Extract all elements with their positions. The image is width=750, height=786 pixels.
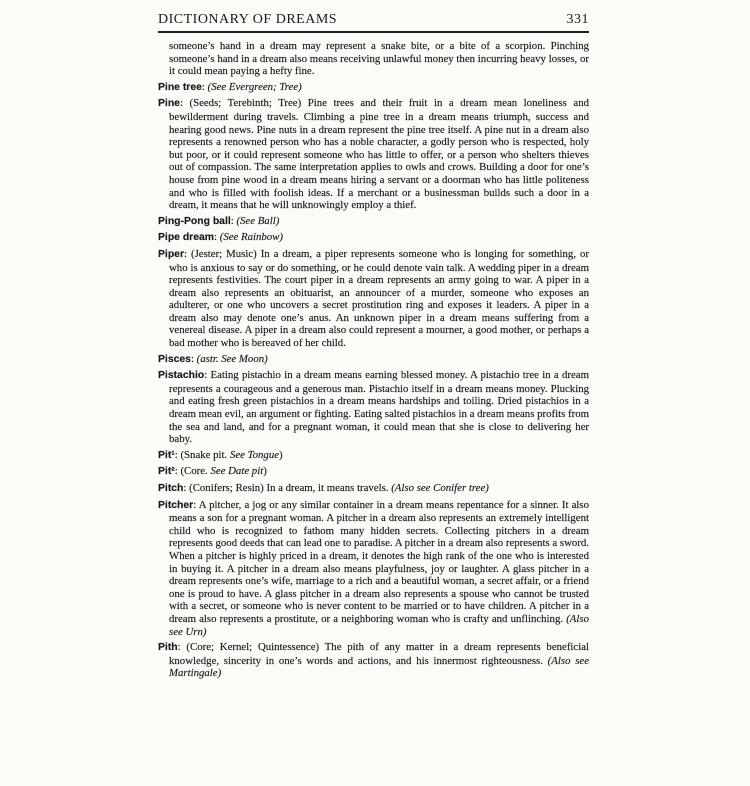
entry-text: (Core. [180,465,211,478]
entry-term: Pine [158,98,180,110]
entry-separator: : [174,465,181,478]
cross-reference: (Also see Urn) [169,612,589,638]
entry-text: (Jester; Music) In a dream, a piper represents someone who is longing for something, or who is anxious to say or do something, or he could denote vain talk. A wedding piper in a dream represents festivities. The court piper in a dream represents an army going to war. A piper in a dream also represents an obituarist, an announcer of a murder, someone who exposes an adulterer, or one who uncovers a secret prostitution ring and exposes it leaders. A piper in a dream also may denote one’s anus. An unknown piper in a dream means suffering from a venereal disease. A piper in a dream also could represent a mourner, a good mother, or perhaps a bad mother who is bereaved of her child. [169,247,589,350]
running-header [158,11,589,28]
dictionary-entry [158,641,589,680]
header-rule [158,31,589,33]
continued-paragraph [158,40,589,78]
dictionary-entry [158,81,589,95]
dictionary-entry [158,215,589,229]
entry-text: (Seeds; Terebinth; Tree) Pine trees and their fruit in a dream mean loneliness and bewilderment during travels. Climbing a pine tree in a dream means triumph, success and hearing good news. Pine nuts in a dream represent the pine tree itself. A pine nut in a dream also represents a renowned person who has a noble character, a godly person who is respected, holy but poor, or it could represent someone who has little to offer, or a person who shelters thieves out of compassion. The same interpretation applies to owls and crows. Building a door for one’s house from pine wood in a dream means hiring a servant or a doorman who has little politeness and who is filled with foolish ideas. If a merchant or a businessman builds such a door in a dream, it means that he will unknowingly employ a thief. [169,97,589,212]
dictionary-entry [158,353,589,367]
dictionary-entry [158,482,589,496]
entry-text: A pitcher, a jog or any similar container in a dream means repentance for a sinner. It also means a son for a pregnant woman. A pitcher in a dream also represents an extremely intelligent child who is recognized to fathom many hidden secrets. Collecting pitchers in a dream represents good deeds that can lead one to paradise. A pitcher in a dream also represents a sword. When a pitcher is highly priced in a dream, it denotes the high rank of the one who is interested in buying it. A pitcher in a dream also means playfulness, joy or laughter. A glass pitcher in a dream represents one’s wife, marriage to a rich and a beautiful woman, a secret affair, or a friend one is proud to have. A glass pitcher in a dream also represents a spouse who cannot be trusted with a secret, or someone who is never content to be married or to have children. A pitcher in a dream also represents a prostitute, or a neighboring woman who is crafty and unflinching. [169,498,589,625]
entry-term: Pitch [158,483,184,494]
cross-reference: (See Evergreen; Tree) [207,80,302,93]
entry-term: Piper [158,248,184,260]
entry-separator: : [230,214,237,227]
entry-separator: : [179,97,190,110]
entry-separator: : [184,247,191,260]
dictionary-entry [158,248,589,350]
dictionary-entries [158,40,589,680]
entry-text: ) [279,448,283,461]
entry-separator: : [201,80,208,93]
entry-separator: : [190,352,197,365]
entry-term: Pipe dream [158,232,215,244]
entry-text: someone’s hand in a dream may represent a snake bite, or a bite of a scorpion. Pinching someone’s hand in a dream also means receiving unlawful money then incurring heavy losses, or it could mean paying a hefty fine. [169,40,589,78]
dictionary-entry [158,499,589,639]
entry-separator: : [214,231,220,244]
cross-reference: (astr. See Moon) [196,352,268,365]
cross-reference: (See Rainbow) [219,231,283,244]
entry-text: ) [263,465,267,478]
dictionary-entry [158,97,589,211]
entry-text: (Snake pit. [180,448,230,461]
dictionary-entry [158,369,589,446]
entry-text: (Conifers; Resin) In a dream, it means travels. [189,482,392,494]
entry-term: Pit¹ [158,449,175,461]
entry-term: Pisces [158,353,191,365]
page-number: 331 [566,12,589,27]
entry-separator: : [174,448,181,461]
cross-reference: See Tongue [229,448,280,461]
cross-reference: (See Ball) [236,214,280,227]
entry-separator: : [183,482,190,494]
dictionary-entry [158,465,589,479]
entry-text: (Core; Kernel; Quintessence) The pith of any matter in a dream represents beneficial knowledge, sincerity in one’s words and actions, and his innermost righteousness. [169,641,589,667]
entry-term: Pith [158,642,178,654]
entry-separator: : [204,369,211,382]
entry-term: Pistachio [158,370,205,382]
dictionary-entry [158,231,589,245]
cross-reference: (Also see Martingale) [169,654,589,680]
book-page [158,11,589,683]
dictionary-entry [158,449,589,463]
entry-separator: : [177,641,187,654]
cross-reference: See Date pit [210,465,264,478]
entry-text: Eating pistachio in a dream means earning blessed money. A pistachio tree in a dream represents a courageous and a generous man. Pistachio itself in a dream means money. Plucking and eating fresh green pistachios in a dream means hardships and toiling. Dried pistachios in a dream mean evil, an argument or fighting. Eating salted pistachios in a dream means profits from the sea and land, and for a pregnant woman, it could mean that she is close to delivering her baby. [169,369,589,446]
entry-term: Pine tree [158,81,202,93]
entry-term: Ping-Pong ball [158,215,231,227]
entry-separator: : [193,498,199,511]
entry-term: Pitcher [158,499,194,511]
running-header-title: DICTIONARY OF DREAMS [158,12,338,27]
entry-term: Pit² [158,466,175,478]
cross-reference: (Also see Conifer tree) [391,482,489,494]
